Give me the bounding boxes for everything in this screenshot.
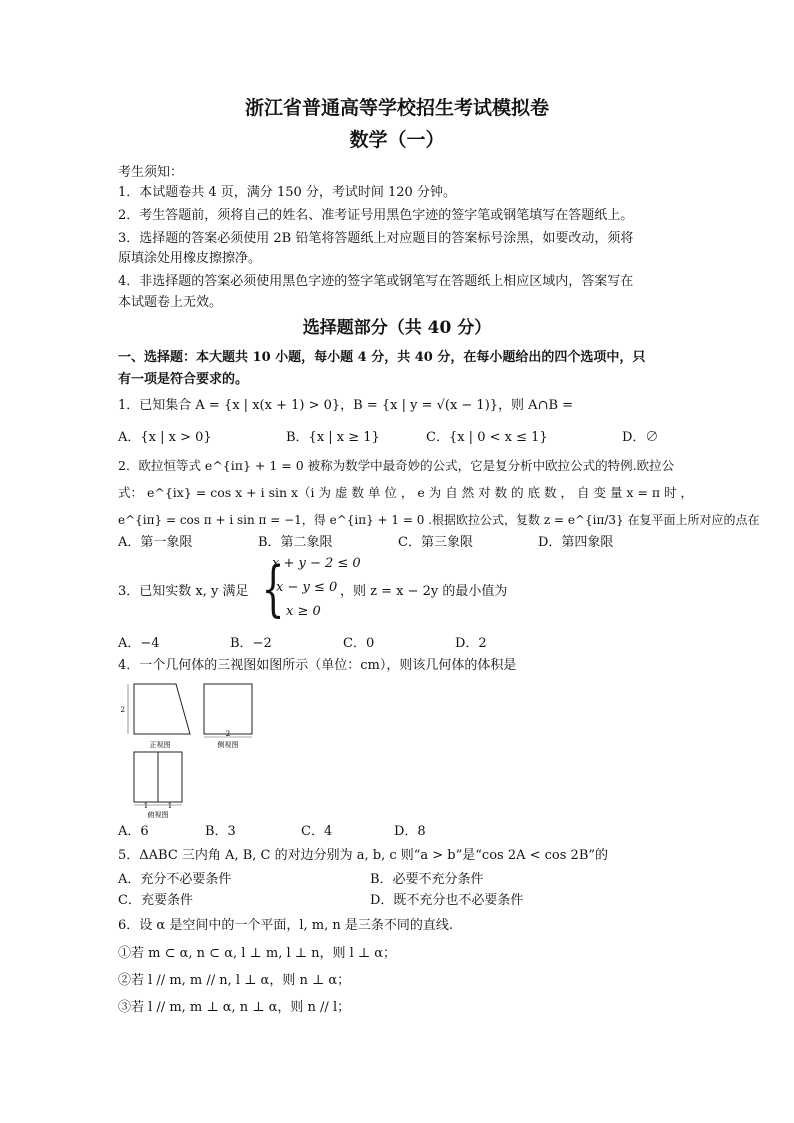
q3-option-c: C．0: [343, 636, 375, 651]
q3-suffix: ，则 z = x − 2y 的最小值为: [340, 584, 508, 599]
q4-stem: 4．一个几何体的三视图如图所示（单位：cm），则该几何体的体积是: [118, 658, 517, 673]
q3-condition: x + y − 2 ≤ 0: [272, 556, 361, 571]
q5-option-c: C．充要条件: [118, 893, 193, 908]
q2-option-a: A．第一象限: [118, 535, 193, 550]
q1-option-b: B．{x | x ≥ 1}: [286, 430, 380, 445]
top-right-width-label: 1: [167, 802, 173, 810]
notice-item: 1．本试题卷共 4 页，满分 150 分，考试时间 120 分钟。: [118, 185, 456, 200]
q3-option-a: A．−4: [118, 636, 160, 651]
q2-line-3: e^{iπ} = cos π + i sin π = −1，得 e^{iπ} + 1 = 0 .根据欧拉公式，复数 z = e^{iπ/3} 在复平面上所对应的点在: [118, 513, 760, 527]
q1-option-d: D．∅: [622, 430, 659, 445]
notice-item: 2．考生答题前，须将自己的姓名、准考证号用黑色字迹的签字笔或钢笔填写在答题纸上。: [118, 208, 634, 223]
q5-option-d: D．既不充分也不必要条件: [370, 893, 524, 908]
notice-item: 4．非选择题的答案必须使用黑色字迹的签字笔或钢笔写在答题纸上相应区域内，答案写在: [118, 274, 634, 289]
q5-option-a: A．充分不必要条件: [118, 872, 232, 887]
side-view-shape: [204, 684, 252, 734]
q4-option-c: C．4: [301, 824, 333, 839]
exam-title: 浙江省普通高等学校招生考试模拟卷: [244, 97, 549, 119]
section-title: 选择题部分（共 40 分）: [302, 318, 492, 338]
side-view-label: 侧视图: [217, 741, 239, 749]
section-intro: 一、选择题：本大题共 10 小题，每小题 4 分，共 40 分，在每小题给出的四个选项中，只: [118, 350, 646, 365]
q5-stem: 5．ΔABC 三内角 A, B, C 的对边分别为 a, b, c 则“a > b”是“cos 2A < cos 2B”的: [118, 848, 609, 863]
q6-statement: ②若 l // m, m // n, l ⊥ α，则 n ⊥ α；: [118, 973, 351, 988]
q1-stem: 1．已知集合 A = {x | x(x + 1) > 0}，B = {x | y = √(x − 1)}，则 A∩B =: [118, 398, 574, 413]
q6-stem: 6．设 α 是空间中的一个平面，l, m, n 是三条不同的直线.: [118, 918, 453, 933]
top-view-label: 俯视图: [147, 811, 169, 819]
q2-line-1: 2．欧拉恒等式 e^{iπ} + 1 = 0 被称为数学中最奇妙的公式，它是复分析中欧拉公式的特例.欧拉公: [118, 458, 675, 473]
notice-heading: 考生须知：: [118, 165, 184, 180]
q3-condition: x ≥ 0: [286, 604, 321, 619]
q2-option-c: C．第三象限: [398, 535, 473, 550]
front-height-label: 2: [120, 706, 125, 714]
top-left-width-label: 1: [143, 802, 149, 810]
q5-option-b: B．必要不充分条件: [370, 872, 484, 887]
side-width-label: 2: [225, 730, 231, 738]
three-view-figure: [118, 676, 268, 822]
exam-subtitle: 数学（一）: [349, 129, 445, 151]
q2-line-2: 式： e^{ix} = cos x + i sin x（i 为 虚 数 单 位 ， e 为 自 然 对 数 的 底 数 ， 自 变 量 x = π 时 ，: [118, 485, 694, 500]
front-view-label: 正视图: [149, 741, 171, 749]
q1-option-c: C．{x | 0 < x ≤ 1}: [426, 430, 548, 445]
left-brace-icon: {: [261, 554, 285, 624]
q6-statement: ①若 m ⊂ α, n ⊂ α, l ⊥ m, l ⊥ n，则 l ⊥ α；: [118, 946, 397, 961]
notice-item: 3．选择题的答案必须使用 2B 铅笔将答题纸上对应题目的答案标号涂黑，如要改动，须将: [118, 231, 634, 246]
q2-option-d: D．第四象限: [538, 535, 614, 550]
q2-option-b: B．第二象限: [258, 535, 333, 550]
q4-option-a: A．6: [118, 824, 149, 839]
q1-option-a: A．{x | x > 0}: [118, 430, 212, 445]
q3-option-b: B．−2: [230, 636, 272, 651]
q3-option-d: D．2: [455, 636, 487, 651]
q4-option-b: B．3: [205, 824, 236, 839]
q6-statement: ③若 l // m, m ⊥ α, n ⊥ α，则 n // l；: [118, 1000, 351, 1015]
q3-prefix: 3．已知实数 x, y 满足: [118, 584, 249, 599]
q4-option-d: D．8: [394, 824, 426, 839]
q3-condition: x − y ≤ 0: [276, 580, 338, 595]
front-view-shape: [134, 684, 190, 734]
q3-constraint-system: [254, 554, 361, 628]
notice-item: 原填涂处用橡皮擦擦净。: [118, 251, 262, 266]
section-intro: 有一项是符合要求的。: [118, 372, 249, 387]
notice-item: 本试题卷上无效。: [118, 295, 223, 310]
